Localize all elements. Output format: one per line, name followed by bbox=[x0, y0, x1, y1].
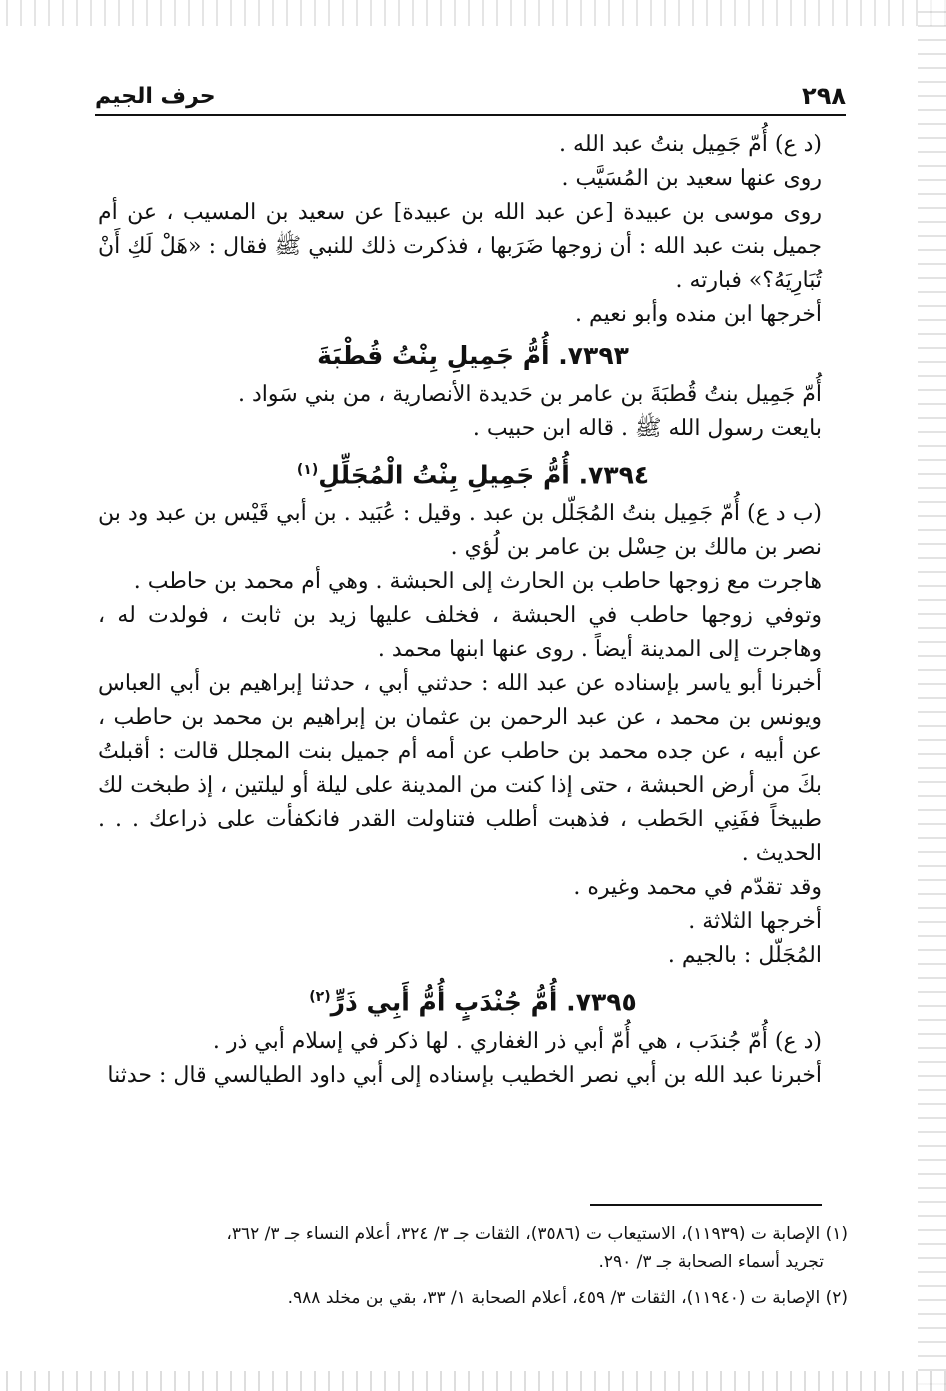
paragraph: روى عنها سعيد بن المُسَيَّب . bbox=[561, 166, 822, 191]
paragraph: المُجَلّل : بالجيم . bbox=[667, 943, 822, 969]
running-title: حرف الجيم bbox=[95, 84, 216, 109]
paragraph: أخرجها الثلاثة . bbox=[688, 909, 822, 935]
paragraph: وقد تقدّم في محمد وغيره . bbox=[573, 875, 822, 901]
paragraph: هاجرت مع زوجها حاطب بن الحارث إلى الحبشة . وهي أم محمد بن حاطب . bbox=[133, 569, 822, 595]
page-header bbox=[95, 82, 846, 112]
paragraph: (د ع) أُمّ جُندَب ، هي أُمّ أبي ذر الغفاري . لها ذكر في إسلام أبي ذر . bbox=[212, 1028, 822, 1054]
footnote-1-continued: تجريد أسماء الصحابة جـ ٣/ ٢٩٠. bbox=[598, 1252, 824, 1272]
paragraph: أخرجها ابن منده وأبو نعيم . bbox=[575, 302, 822, 327]
entry-title-7394 bbox=[98, 450, 848, 495]
entry-title-text: ٧٣٩٤. أُمُّ جَمِيلِ بِنْتُ الْمُجَلِّلِ bbox=[318, 460, 650, 490]
footnotes bbox=[98, 1220, 848, 1320]
decorative-border-bottom bbox=[0, 1371, 946, 1391]
paragraph: (د ع) أُمّ جَمِيل بنتُ عبد الله . bbox=[559, 132, 822, 157]
paragraph: أخبرنا عبد الله بن أبي نصر الخطيب بإسناده إلى أبي داود الطيالسي قال : حدثنا bbox=[107, 1062, 822, 1088]
footnote-ref: (١) bbox=[296, 462, 319, 478]
header-rule bbox=[95, 114, 846, 116]
paragraph: أُمّ جَمِيل بنتُ قُطبَةَ بن عامر بن حَديدة الأنصارية ، من بني سَواد . bbox=[238, 382, 822, 407]
footnote-rule bbox=[590, 1204, 822, 1206]
paragraph: وتوفي زوجها حاطب في الحبشة ، فخلف عليها زيد بن ثابت ، فولدت له ، وهاجرت إلى المدينة أيضاً . روى عنها ابنها محمد . bbox=[98, 603, 822, 663]
footnote-ref: (٢) bbox=[309, 989, 331, 1006]
paragraph: (ب د ع) أُمّ جَمِيل بنتُ المُجَلّل بن عبد . وقيل : عُبَيد . بن أبي قَيْس بن عبد ود بن نصر بن مالك بن حِسْل بن عامر بن لُؤي . bbox=[98, 501, 822, 561]
main-text bbox=[98, 128, 848, 1093]
entry-title-7393: ٧٣٩٣. أُمُّ جَمِيلِ بِنْتُ قُطْبَةَ bbox=[317, 341, 629, 370]
decorative-border-top bbox=[0, 0, 946, 26]
paragraph: روى موسى بن عبيدة [عن عبد الله بن عبيدة] عن سعيد بن المسيب ، عن أم جميل بنت عبد الله : أن زوجها ضَرَبها ، فذكرت ذلك للنبي ﷺ فقال : «هَلْ لَكِ أَنْ تُبَارِيَهُ؟» فبارته . bbox=[98, 200, 822, 293]
paragraph: أخبرنا أبو ياسر بإسناده عن عبد الله : حدثني أبي ، حدثنا إبراهيم بن أبي العباس ويونس بن محمد ، عن عبد الرحمن بن عثمان بن إبراهيم بن محمد بن حاطب ، عن أبيه ، عن جده محمد بن حاطب عن أمه أم جميل بنت المجلل قالت : أقبلتُ بكَ من أرض الحبشة ، حتى إذا كنت من المدينة على ليلة أو ليلتين ، إذ طبخت لك طبيخاً ففَنِي الحَطب ، فذهبت أطلب فتناولت القدر فانكفأت على ذراعك . . . الحديث . bbox=[98, 671, 822, 867]
decorative-border-right bbox=[918, 0, 946, 1391]
footnote-2: (٢) الإصابة ت (١١٩٤٠)، الثقات ٣/ ٤٥٩، أعلام الصحابة ١/ ٣٣، بقي بن مخلد ٩٨٨. bbox=[287, 1288, 848, 1308]
entry-title-7395 bbox=[98, 977, 848, 1022]
paragraph: بايعت رسول الله ﷺ . قاله ابن حبيب . bbox=[472, 416, 822, 441]
footnote-1: (١) الإصابة ت (١١٩٣٩)، الاستيعاب ت (٣٥٨٦)، الثقات جـ ٣/ ٣٢٤، أعلام النساء جـ ٣/ ٣٦٢، bbox=[226, 1224, 848, 1244]
entry-title-text: ٧٣٩٥. أُمُّ جُنْدَبٍ أُمُّ أَبِي ذَرٍّ bbox=[330, 987, 637, 1017]
page-number: ٢٩٨ bbox=[802, 82, 846, 110]
